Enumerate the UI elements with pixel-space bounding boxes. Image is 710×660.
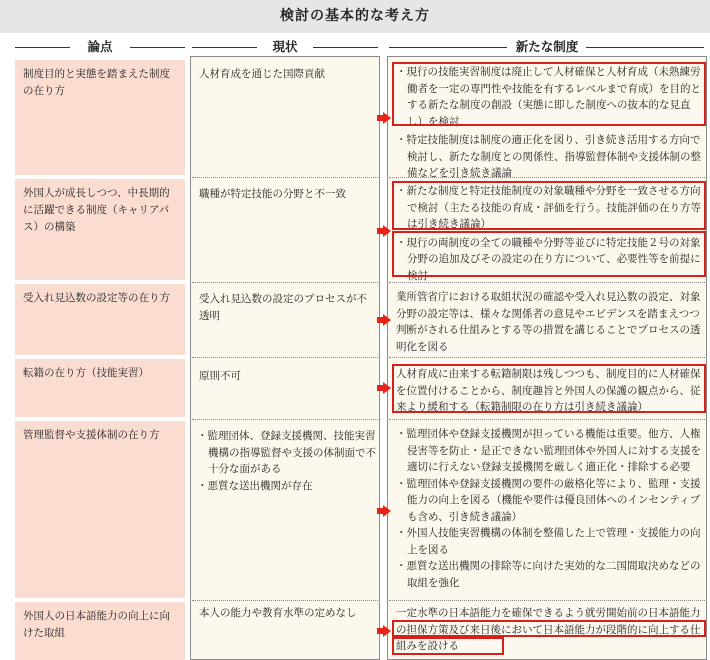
issue-cell: 制度目的と実態を踏まえた制度の在り方 (15, 60, 185, 175)
issue-cell: 転籍の在り方（技能実習） (15, 359, 185, 417)
new-item: 人材育成に由来する転籍制限は残しつつも、制度目的に人材確保を位置付けることから、制度趣旨と外国人の保護の観点から、従来より緩和する（転籍制限の在り方は引き続き議論） (396, 368, 701, 413)
new-cell (396, 426, 702, 591)
header-rule (313, 47, 378, 48)
current-item: 人材育成を通じた国際貢献 (199, 68, 325, 80)
current-item: 原則不可 (199, 370, 241, 382)
issue-cell: 外国人の日本語能力の向上に向けた取組 (15, 602, 185, 660)
new-item: ・現行の技能実習制度は廃止して人材確保と人材育成（未熟練労働者を一定の専門性や技能を有するレベルまで育成）を目的とする新たな制度の創設（実態に即した制度への抜本的な見直し）を検討 (396, 66, 701, 128)
highlight-box (392, 364, 706, 413)
current-item: 受入れ見込数の設定のプロセスが不透明 (199, 293, 367, 322)
current-cell (199, 368, 375, 385)
new-item: ・監理団体や登録支援機関の要件の厳格化等により、監理・支援能力の向上を図る（機能や要件は優良団体へのインセンティブも含め、引き続き議論） (396, 477, 701, 523)
new-item: ・現行の両制度の全ての職種や分野等並びに特定技能２号の対象分野の追加及びその設定の在り方について、必要性等を前提に検討 (396, 236, 701, 282)
header-current: 現状 (272, 39, 298, 54)
new-item: ・監理団体や登録支援機関が担っている機能は重要。他方、人権侵害等を防止・是正できない監理団体や外国人に対する支援を適切に行えない登録支援機関を厳しく適正化・排除する必要 (396, 428, 701, 473)
current-item: ・悪質な送出機関が存在 (197, 479, 313, 492)
row-divider (192, 282, 378, 283)
header-rule (586, 47, 704, 48)
new-item: ・特定技能制度は制度の適正化を図り、引き続き活用する方向で検討し、新たな制度との関係性、指導監督体制や支援体制の整備などを引き続き議論 (396, 134, 701, 179)
new-item: 業所管省庁における取組状況の確認や受入れ見込数の設定、対象分野の設定等は、様々な関係者の意見やエビデンスを踏まえつつ判断がされる仕組みとする等の措置を講じることでプロセスの透明化を図る (396, 291, 701, 353)
new-item: 一定水準の日本語能力を確保できるよう就労開始前の日本語能力の担保方策及び来日後において日本語能力が段階的に向上する仕組みを設ける (396, 607, 701, 652)
highlight-box (392, 231, 706, 277)
header-new-system: 新たな制度 (515, 39, 579, 54)
header-issues: 論点 (87, 39, 113, 54)
current-cell (199, 291, 375, 324)
current-cell (199, 66, 375, 83)
header-rule (389, 47, 507, 48)
issue-cell: 受入れ見込数の設定等の在り方 (15, 284, 185, 355)
current-cell (197, 428, 377, 494)
header-rule (192, 47, 257, 48)
header-rule (15, 47, 70, 48)
highlight-box (392, 181, 706, 230)
new-item: ・悪質な送出機関の排除等に向けた実効的な二国間取決めなどの取組を強化 (396, 560, 701, 589)
row-divider (192, 419, 378, 420)
current-cell (199, 186, 375, 203)
current-cell (199, 605, 375, 622)
current-item: 本人の能力や教育水準の定めなし (199, 607, 357, 619)
new-cell (396, 289, 702, 355)
page-title: 検討の基本的な考え方 (0, 0, 710, 33)
row-divider (192, 177, 378, 178)
row-divider (192, 357, 378, 358)
highlight-box (392, 620, 706, 637)
current-item: ・監理団体、登録支援機関、技能実習機構の指導監督や支援の体制面で不十分な面がある (197, 430, 376, 475)
header-rule (130, 47, 185, 48)
highlight-box (392, 637, 504, 655)
current-item: 職種が特定技能の分野と不一致 (199, 188, 346, 200)
row-divider (192, 600, 378, 601)
row-divider (389, 600, 705, 601)
current-column (190, 56, 380, 660)
new-item: ・新たな制度と特定技能制度の対象職種や分野を一致させる方向で検討（主たる技能の育成・評価を行う。技能評価の在り方等は引き続き議論） (396, 185, 701, 230)
issue-cell: 外国人が成長しつつ、中長期的に活躍できる制度（キャリアパス）の構築 (15, 179, 185, 280)
new-item: ・外国人技能実習機構の体制を整備した上で管理・支援能力の向上を図る (396, 527, 701, 556)
highlight-box (392, 62, 706, 126)
row-divider (389, 419, 705, 420)
row-divider (389, 357, 705, 358)
issue-cell: 管理監督や支援体制の在り方 (15, 421, 185, 598)
